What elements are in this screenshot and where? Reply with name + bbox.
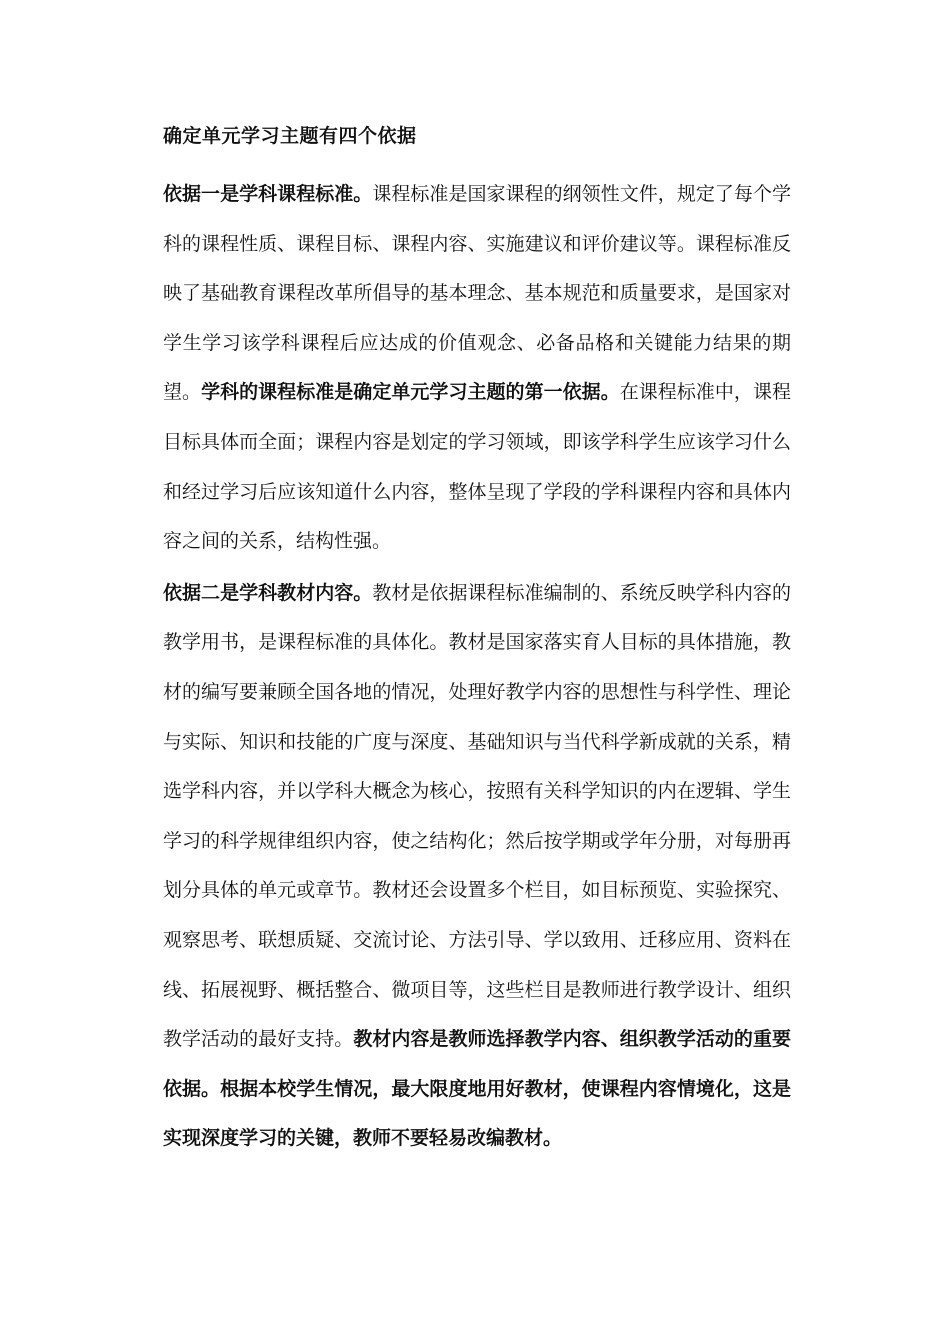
paragraph-basis-one (163, 170, 791, 567)
document-title: 确定单元学习主题有四个依据 (163, 125, 417, 147)
basis-two-heading: 依据二是学科教材内容。 (163, 581, 373, 604)
basis-two-emphasis: 教材内容是教师选择教学内容、组织教学活动的重要依据。根据本校学生情况，最大限度地用好教材，使课程内容情境化，这是实现深度学习的关键，教师不要轻易改编教材。 (163, 1028, 791, 1150)
basis-one-detail: 在课程标准中，课程目标具体而全面；课程内容是划定的学习领域，即该学科学生应该学习什么和经过学习后应该知道什么内容，整体呈现了学段的学科课程内容和具体内容之间的关系，结构性强。 (163, 381, 791, 553)
paragraph-basis-two (163, 569, 791, 1164)
basis-one-body: 课程标准是国家课程的纲领性文件，规定了每个学科的课程性质、课程目标、课程内容、实施建议和评价建议等。课程标准反映了基础教育课程改革所倡导的基本理念、基本规范和质量要求，是国家对学生学习该学科课程后应达成的价值观念、必备品格和关键能力结果的期望。 (163, 183, 791, 404)
basis-two-body: 教材是依据课程标准编制的、系统反映学科内容的教学用书，是课程标准的具体化。教材是国家落实育人目标的具体措施，教材的编写要兼顾全国各地的情况，处理好教学内容的思想性与科学性、理论与实际、知识和技能的广度与深度、基础知识与当代科学新成就的关系，精选学科内容，并以学科大概念为核心，按照有关科学知识的内在逻辑、学生学习的科学规律组织内容，使之结构化；然后按学期或学年分册，对每册再划分具体的单元或章节。教材还会设置多个栏目，如目标预览、实验探究、观察思考、联想质疑、交流讨论、方法引导、学以致用、迁移应用、资料在线、拓展视野、概括整合、微项目等，这些栏目是教师进行教学设计、组织教学活动的最好支持。 (163, 581, 791, 1051)
document-page (163, 120, 791, 1166)
basis-one-emphasis: 学科的课程标准是确定单元学习主题的第一依据。 (201, 381, 620, 404)
basis-one-heading: 依据一是学科课程标准。 (163, 183, 373, 205)
